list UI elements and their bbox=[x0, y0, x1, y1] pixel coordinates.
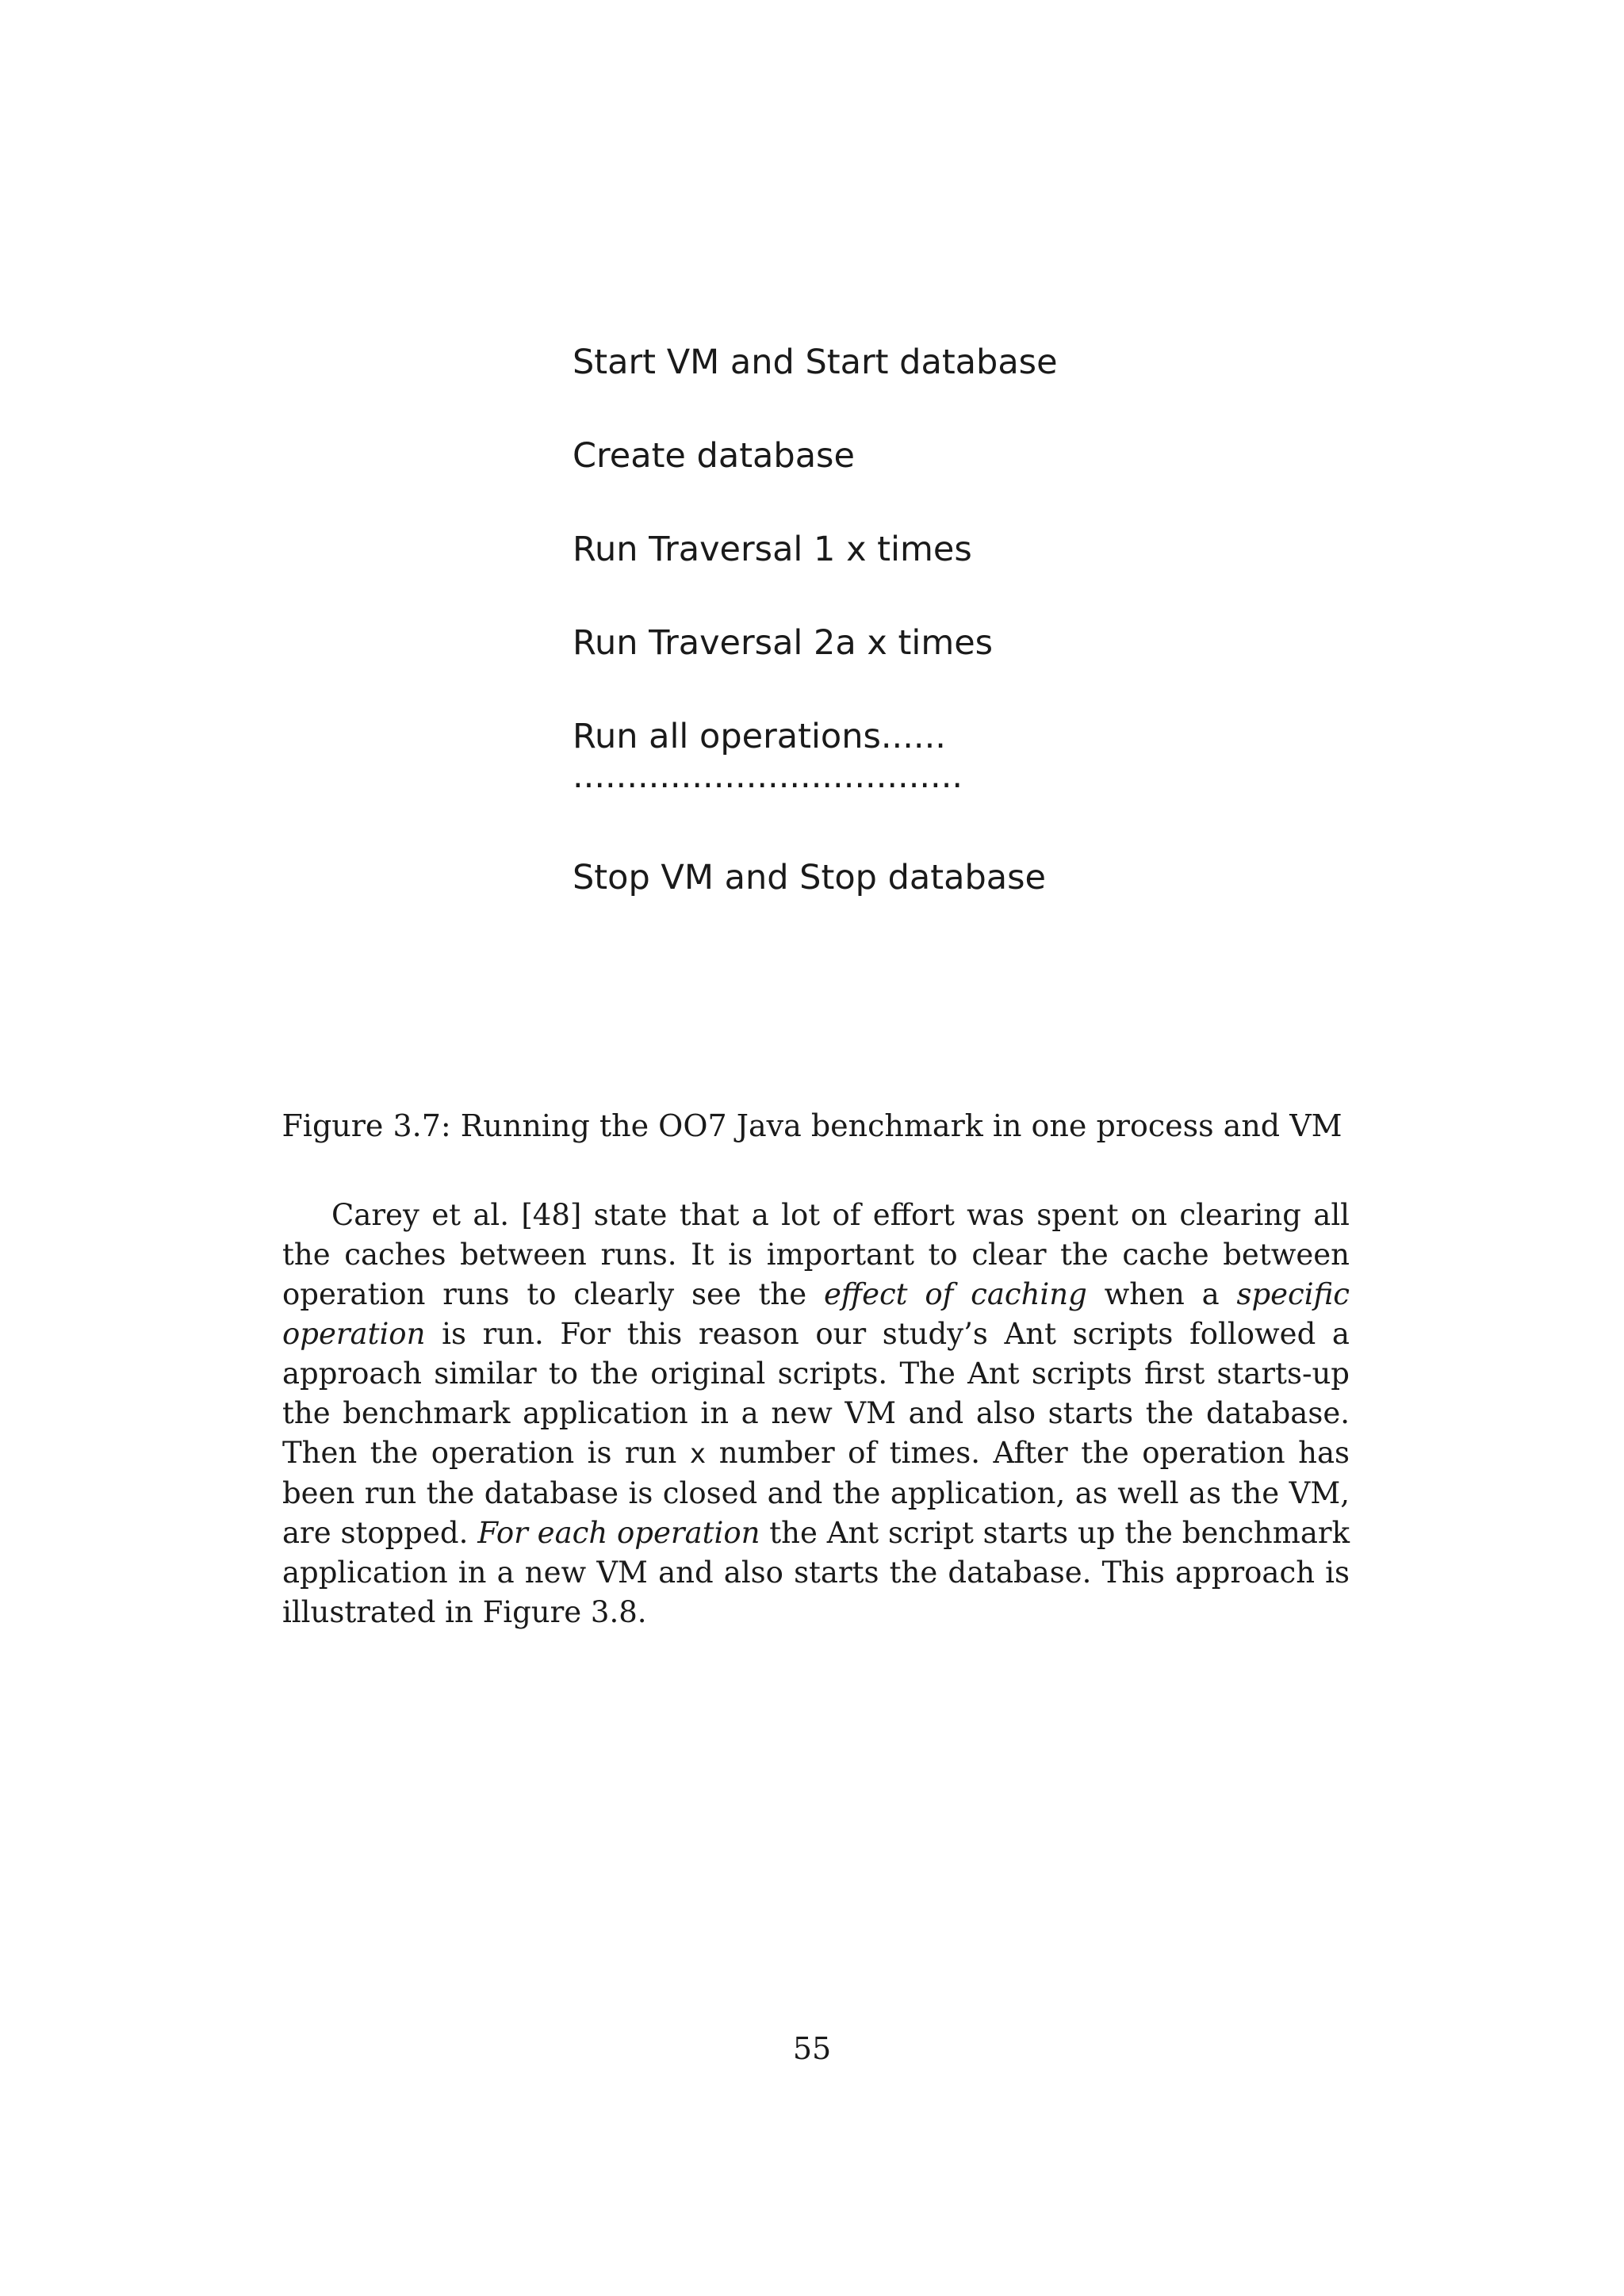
step-run-traversal-1: Run Traversal 1 x times bbox=[573, 530, 972, 569]
paragraph-text-5: the Ant script starts up the benchmark application in a new VM and also starts the database. This approach is illustrated in Figure 3.8. bbox=[282, 1516, 1350, 1629]
code-x: x bbox=[689, 1438, 707, 1470]
paragraph-text-1: Carey et al. [48] state that a lot of effort was spent on clearing all the caches between runs. It is important to clear the cache between operation runs to clearly see the bbox=[282, 1198, 1350, 1311]
paragraph-text-3: is run. For this reason our study’s Ant scripts followed a approach similar to the original scripts. The Ant scripts first starts-up the benchmark application in a new VM and also starts the database. Then the operation is run bbox=[282, 1317, 1350, 1470]
step-stop-vm: Stop VM and Stop database bbox=[573, 858, 1046, 897]
step-run-all-operations: Run all operations...... bbox=[573, 717, 946, 756]
emphasis-effect-of-caching: effect of caching bbox=[823, 1277, 1087, 1311]
step-ellipsis: .................................... bbox=[573, 756, 963, 796]
paragraph-text-2: when a bbox=[1086, 1277, 1237, 1311]
paragraph-text-4: number of times. After the operation has been run the database is closed and the application, as well as the VM, are stopped. bbox=[282, 1436, 1350, 1550]
emphasis-specific-operation: specific operation bbox=[282, 1277, 1350, 1351]
step-run-traversal-2a: Run Traversal 2a x times bbox=[573, 623, 994, 663]
figure-caption: Figure 3.7: Running the OO7 Java benchmark in one process and VM bbox=[282, 1108, 1342, 1143]
step-start-vm: Start VM and Start database bbox=[573, 342, 1058, 382]
emphasis-for-each-operation: For each operation bbox=[477, 1516, 760, 1550]
body-paragraph bbox=[282, 1196, 1350, 1632]
step-create-database: Create database bbox=[573, 436, 855, 476]
page-number: 55 bbox=[792, 2031, 832, 2066]
